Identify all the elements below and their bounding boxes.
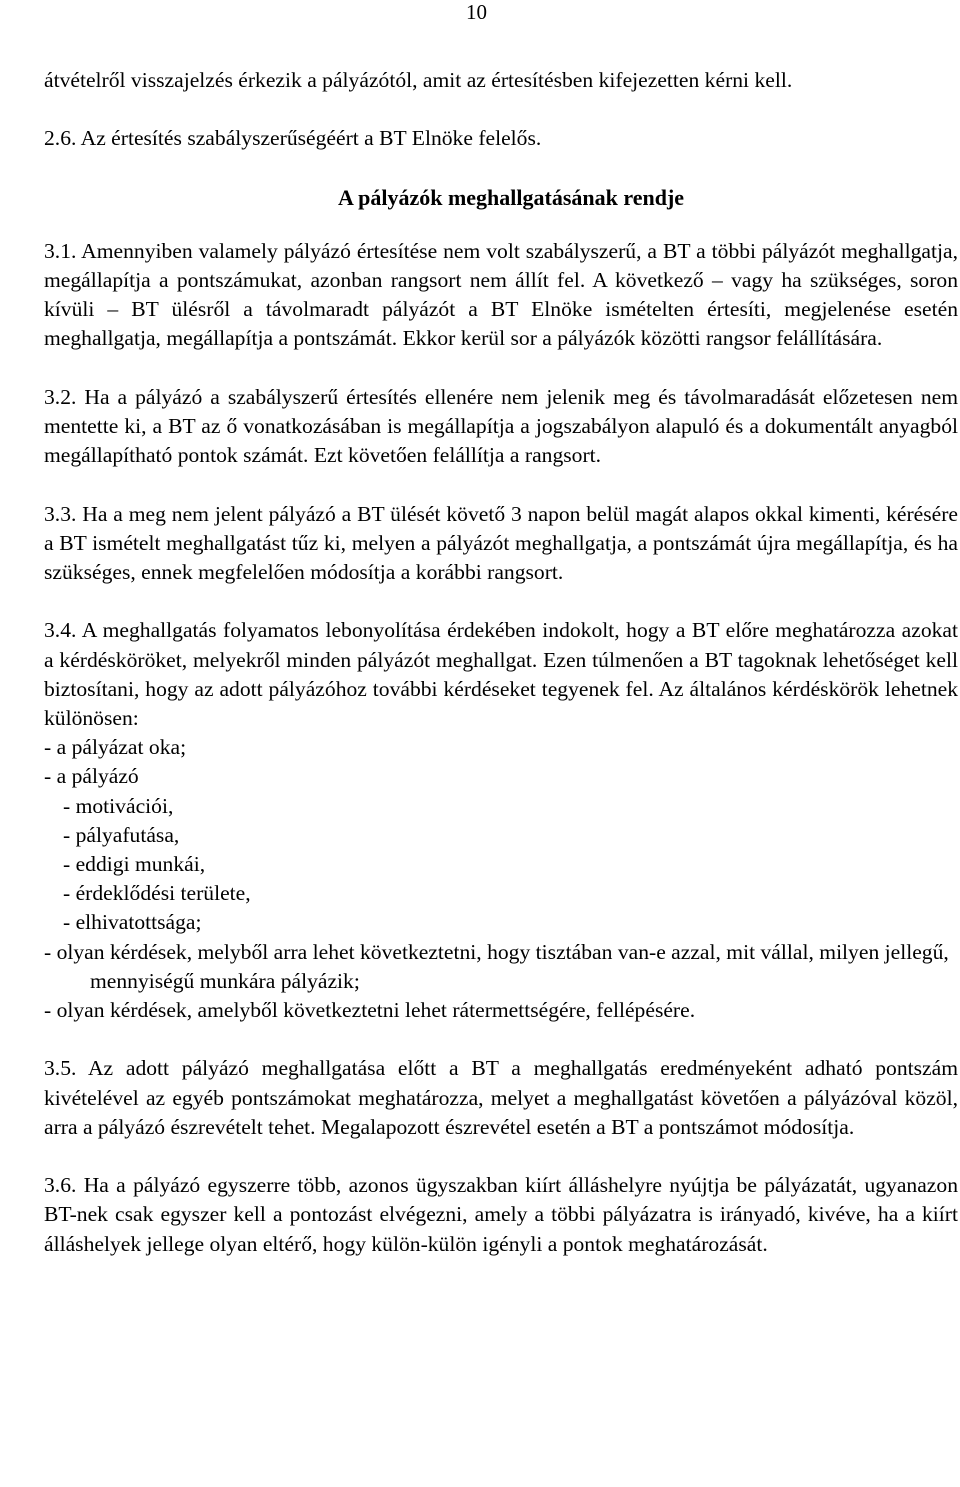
sub-list-item: - érdeklődési területe, <box>63 881 251 906</box>
list-item: - a pályázó <box>44 764 139 789</box>
question-topics-list <box>44 733 958 1025</box>
list-item: - a pályázat oka; <box>44 735 187 760</box>
sub-list-item: - elhivatottsága; <box>63 910 202 935</box>
document-body <box>44 66 958 1259</box>
sub-list-item: - motivációi, <box>63 793 174 818</box>
list-item: - olyan kérdések, amelyből következtetni lehet rátermettségére, fellépésére. <box>44 998 696 1023</box>
paragraph-3-4: 3.4. A meghallgatás folyamatos lebonyolítása érdekében indokolt, hogy a BT előre meghatározza azokat a kérdésköröket, melyekről minden pályázót meghallgat. Ezen túlmenően a BT tagoknak lehetőséget kell biztosítani, hogy az adott pályázóhoz további kérdéseket tegyenek fel. Az általános kérdéskörök lehetnek különösen: <box>44 618 958 730</box>
paragraph-2-6: 2.6. Az értesítés szabályszerűségéért a BT Elnöke felelős. <box>44 126 542 151</box>
sub-list-item: - pályafutása, <box>63 822 180 847</box>
paragraph-3-6: 3.6. Ha a pályázó egyszerre több, azonos ügyszakban kiírt álláshelyre nyújtja be pályázatát, ugyanazon BT-nek csak egyszer kell a pontozást elvégezni, amely a többi pályázatra is irányadó, kivéve, ha a kiírt álláshelyek jellege olyan eltérő, hogy külön-külön igényli a pontok meghatározását. <box>44 1173 958 1256</box>
paragraph-3-1: 3.1. Amennyiben valamely pályázó értesítése nem volt szabályszerű, a BT a többi pályázót meghallgatja, megállapítja a pontszámukat, azonban rangsort nem állít fel. A következő – vagy ha szükséges, soron kívüli – BT ülésről a távolmaradt pályázót a BT Elnöke ismételten értesíti, megjelenése esetén meghallgatja, megállapítja a pontszámát. Ekkor kerül sor a pályázók közötti rangsor felállítására. <box>44 238 958 351</box>
page-number: 10 <box>466 0 487 24</box>
list-item: - olyan kérdések, melyből arra lehet következtetni, hogy tisztában van-e azzal, mit vállal, milyen jellegű, mennyiségű munkára pályázik; <box>44 939 949 993</box>
paragraph-3-2: 3.2. Ha a pályázó a szabályszerű értesítés ellenére nem jelenik meg és távolmaradását előzetesen nem mentette ki, a BT az ő vonatkozásában is megállapítja a jogszabályon alapuló és a dokumentált anyagból megállapítható pontok számát. Ezt követően felállítja a rangsort. <box>44 384 958 468</box>
paragraph-3-5: 3.5. Az adott pályázó meghallgatása előtt a BT a meghallgatás eredményeként adható pontszám kivételével az egyéb pontszámokat meghatározza, melyet a meghallgatást követően a pályázóval közöl, arra a pályázó észrevételt tehet. Megalapozott észrevétel esetén a BT a pontszámot módosítja. <box>44 1056 958 1139</box>
paragraph-continuation: átvételről visszajelzés érkezik a pályázótól, amit az értesítésben kifejezetten kérni kell. <box>44 68 793 92</box>
paragraph-3-3: 3.3. Ha a meg nem jelent pályázó a BT ülését követő 3 napon belül magát alapos okkal kimenti, kérésére a BT ismételt meghallgatást tűz ki, melyen a pályázót meghallgatja, a pontszámát újra megállapítja, és ha szükséges, ennek megfelelően módosítja a korábbi rangsort. <box>44 501 958 584</box>
section-heading: A pályázók meghallgatásának rendje <box>337 184 685 210</box>
sub-list-item: - eddigi munkái, <box>63 852 206 877</box>
